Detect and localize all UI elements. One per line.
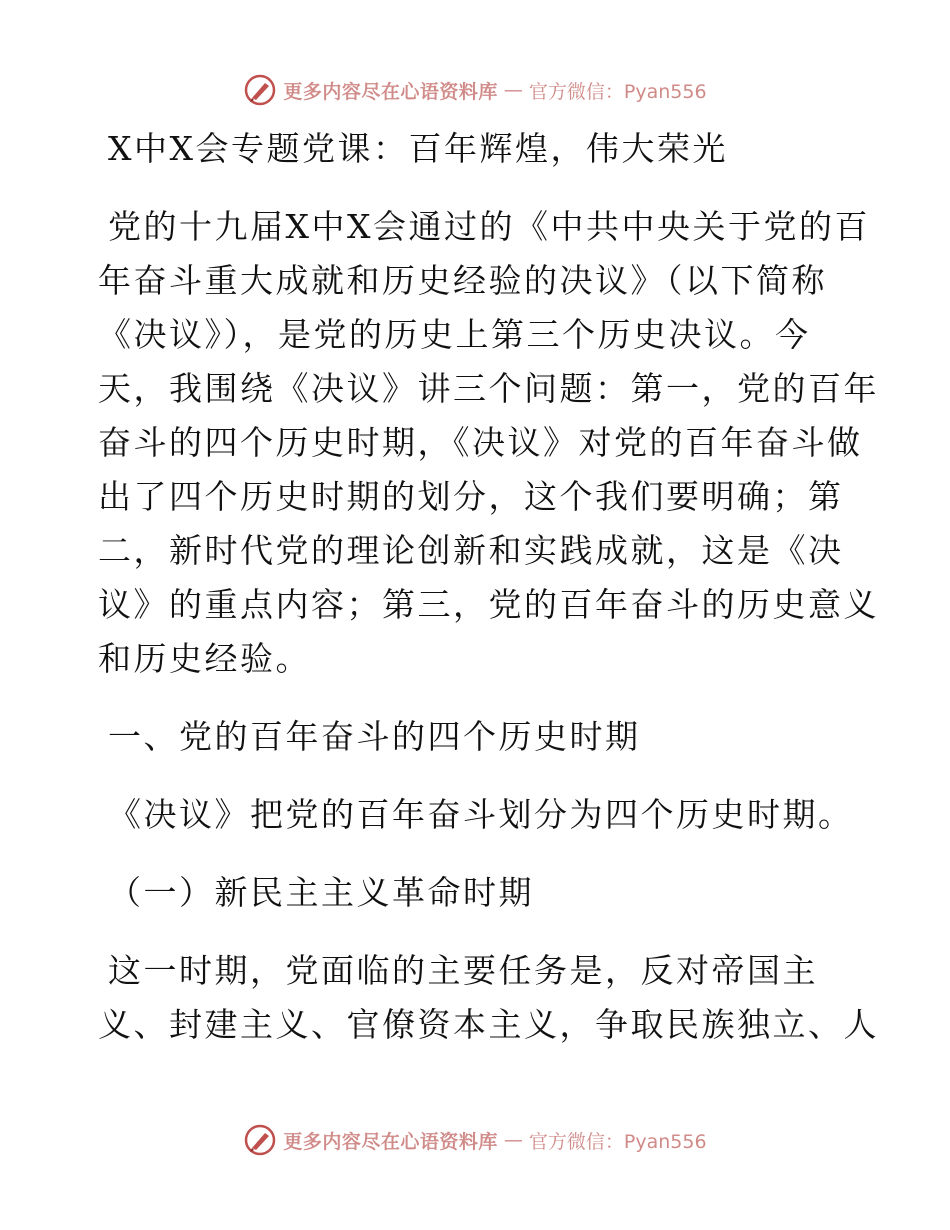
intro-line: 《决议》），是党的历史上第三个历史决议。今 <box>98 315 811 354</box>
document-title: X中X会专题党课：百年辉煌，伟大荣光 <box>108 129 728 168</box>
intro-line: 议》的重点内容；第三，党的百年奋斗的历史意义 <box>98 585 879 624</box>
sub-line: 这一时期，党面临的主要任务是，反对帝国主 <box>108 951 818 990</box>
watermark-separator: — <box>503 1129 523 1151</box>
intro-line: 二，新时代党的理论创新和实践成就，这是《决 <box>98 531 844 570</box>
watermark-brand-text: 更多内容尽在心语资料库 <box>283 80 498 103</box>
header-watermark <box>0 68 950 112</box>
section-heading: 一、党的百年奋斗的四个历史时期 <box>108 717 641 756</box>
section-intro: 《决议》把党的百年奋斗划分为四个历史时期。 <box>108 795 854 834</box>
watermark-contact-text: 官方微信：Pyan556 <box>528 80 707 103</box>
intro-line: 奋斗的四个历史时期，《决议》对党的百年奋斗做 <box>98 423 863 462</box>
intro-line: 和历史经验。 <box>98 639 311 678</box>
intro-line: 党的十九届X中X会通过的《中共中央关于党的百 <box>108 207 870 246</box>
subsection-heading: （一）新民主主义革命时期 <box>108 873 534 912</box>
pen-logo-icon <box>243 73 277 107</box>
footer-watermark <box>0 1118 950 1162</box>
sub-line: 义、封建主义、官僚资本主义，争取民族独立、人 <box>98 1005 879 1044</box>
pen-logo-icon <box>243 1123 277 1157</box>
document-body <box>98 122 879 1052</box>
watermark-separator: — <box>503 79 523 101</box>
intro-line: 出了四个历史时期的划分，这个我们要明确；第 <box>98 477 844 516</box>
watermark-brand-text: 更多内容尽在心语资料库 <box>283 1130 498 1153</box>
intro-line: 年奋斗重大成就和历史经验的决议》（以下简称 <box>98 261 827 300</box>
intro-line: 天，我围绕《决议》讲三个问题：第一，党的百年 <box>98 369 879 408</box>
watermark-contact-text: 官方微信：Pyan556 <box>528 1130 707 1153</box>
